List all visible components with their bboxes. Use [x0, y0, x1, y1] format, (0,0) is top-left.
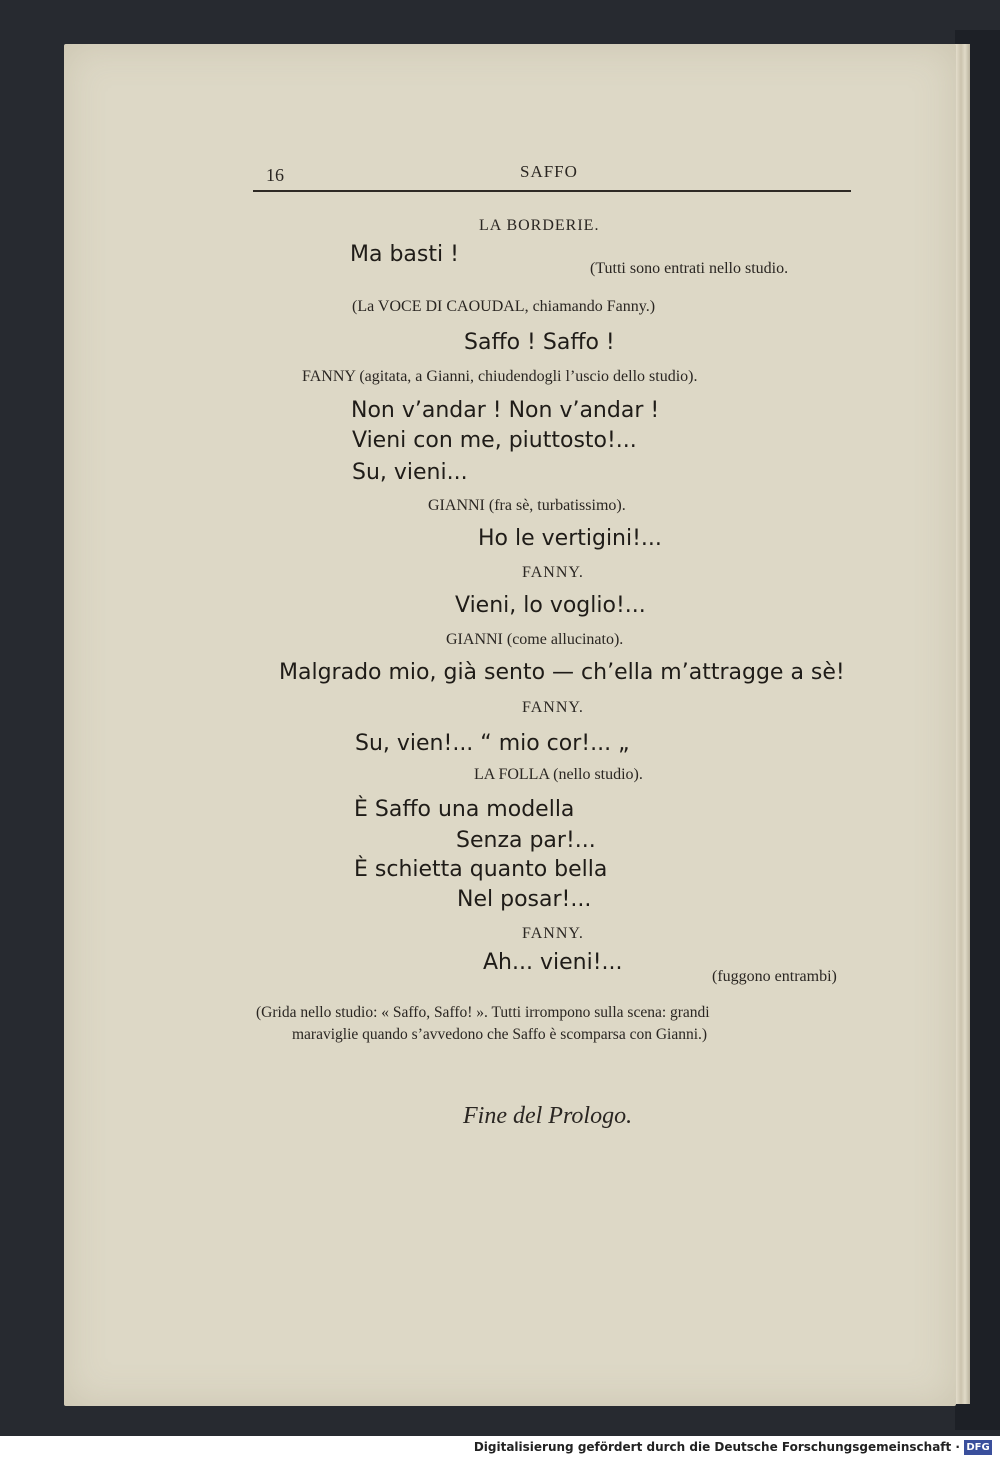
verse-line: Nel posar!... — [457, 887, 592, 912]
stage-direction: (fuggono entrambi) — [712, 968, 837, 985]
header-rule — [253, 190, 851, 192]
speaker-la-folla: LA FOLLA (nello studio). — [474, 766, 643, 783]
stage-direction: (La VOCE DI CAOUDAL, chiamando Fanny.) — [352, 298, 656, 315]
speaker-fanny: FANNY (agitata, a Gianni, chiudendogli l’uscio dello studio). — [302, 368, 698, 385]
verse-line: È Saffo una modella — [354, 797, 575, 822]
verse-line: Vieni, lo voglio!... — [455, 593, 646, 618]
speaker-fanny: FANNY. — [522, 925, 584, 942]
stage-direction: maraviglie quando s’avvedono che Saffo è scomparsa con Gianni.) — [292, 1026, 708, 1043]
stage-direction: (Grida nello studio: « Saffo, Saffo! ». Tutti irrompono sulla scena: grandi — [256, 1004, 710, 1021]
verse-line: Su, vien!... “ mio cor!... „ — [355, 731, 630, 756]
speaker-fanny: FANNY. — [522, 564, 584, 581]
verse-line: Vieni con me, piuttosto!... — [352, 428, 637, 453]
digitization-credit: Digitalisierung gefördert durch die Deutsche Forschungsgemeinschaft · — [473, 1440, 960, 1454]
verse-line: Non v’andar ! Non v’andar ! — [351, 398, 660, 423]
dfg-logo: DFG — [964, 1440, 992, 1455]
book-page — [64, 44, 956, 1406]
verse-line: Saffo ! Saffo ! — [464, 330, 615, 355]
verse-line: Ah... vieni!... — [483, 950, 623, 975]
verse-line: Senza par!... — [456, 828, 596, 853]
end-of-prologue: Fine del Prologo. — [463, 1103, 633, 1129]
page-number: 16 — [266, 165, 284, 185]
verse-line: Malgrado mio, già sento — ch’ella m’attragge a sè! — [279, 660, 845, 685]
verse-line: È schietta quanto bella — [354, 857, 608, 882]
verse-line: Su, vieni... — [352, 460, 468, 485]
speaker-la-borderie: LA BORDERIE. — [479, 217, 600, 234]
verse-line: Ho le vertigini!... — [478, 526, 662, 551]
running-title: SAFFO — [520, 162, 578, 181]
stage-direction: (Tutti sono entrati nello studio. — [590, 260, 789, 277]
speaker-fanny: FANNY. — [522, 699, 584, 716]
speaker-gianni: GIANNI (fra sè, turbatissimo). — [428, 497, 626, 514]
speaker-gianni: GIANNI (come allucinato). — [446, 631, 624, 648]
verse-line: Ma basti ! — [350, 242, 459, 267]
